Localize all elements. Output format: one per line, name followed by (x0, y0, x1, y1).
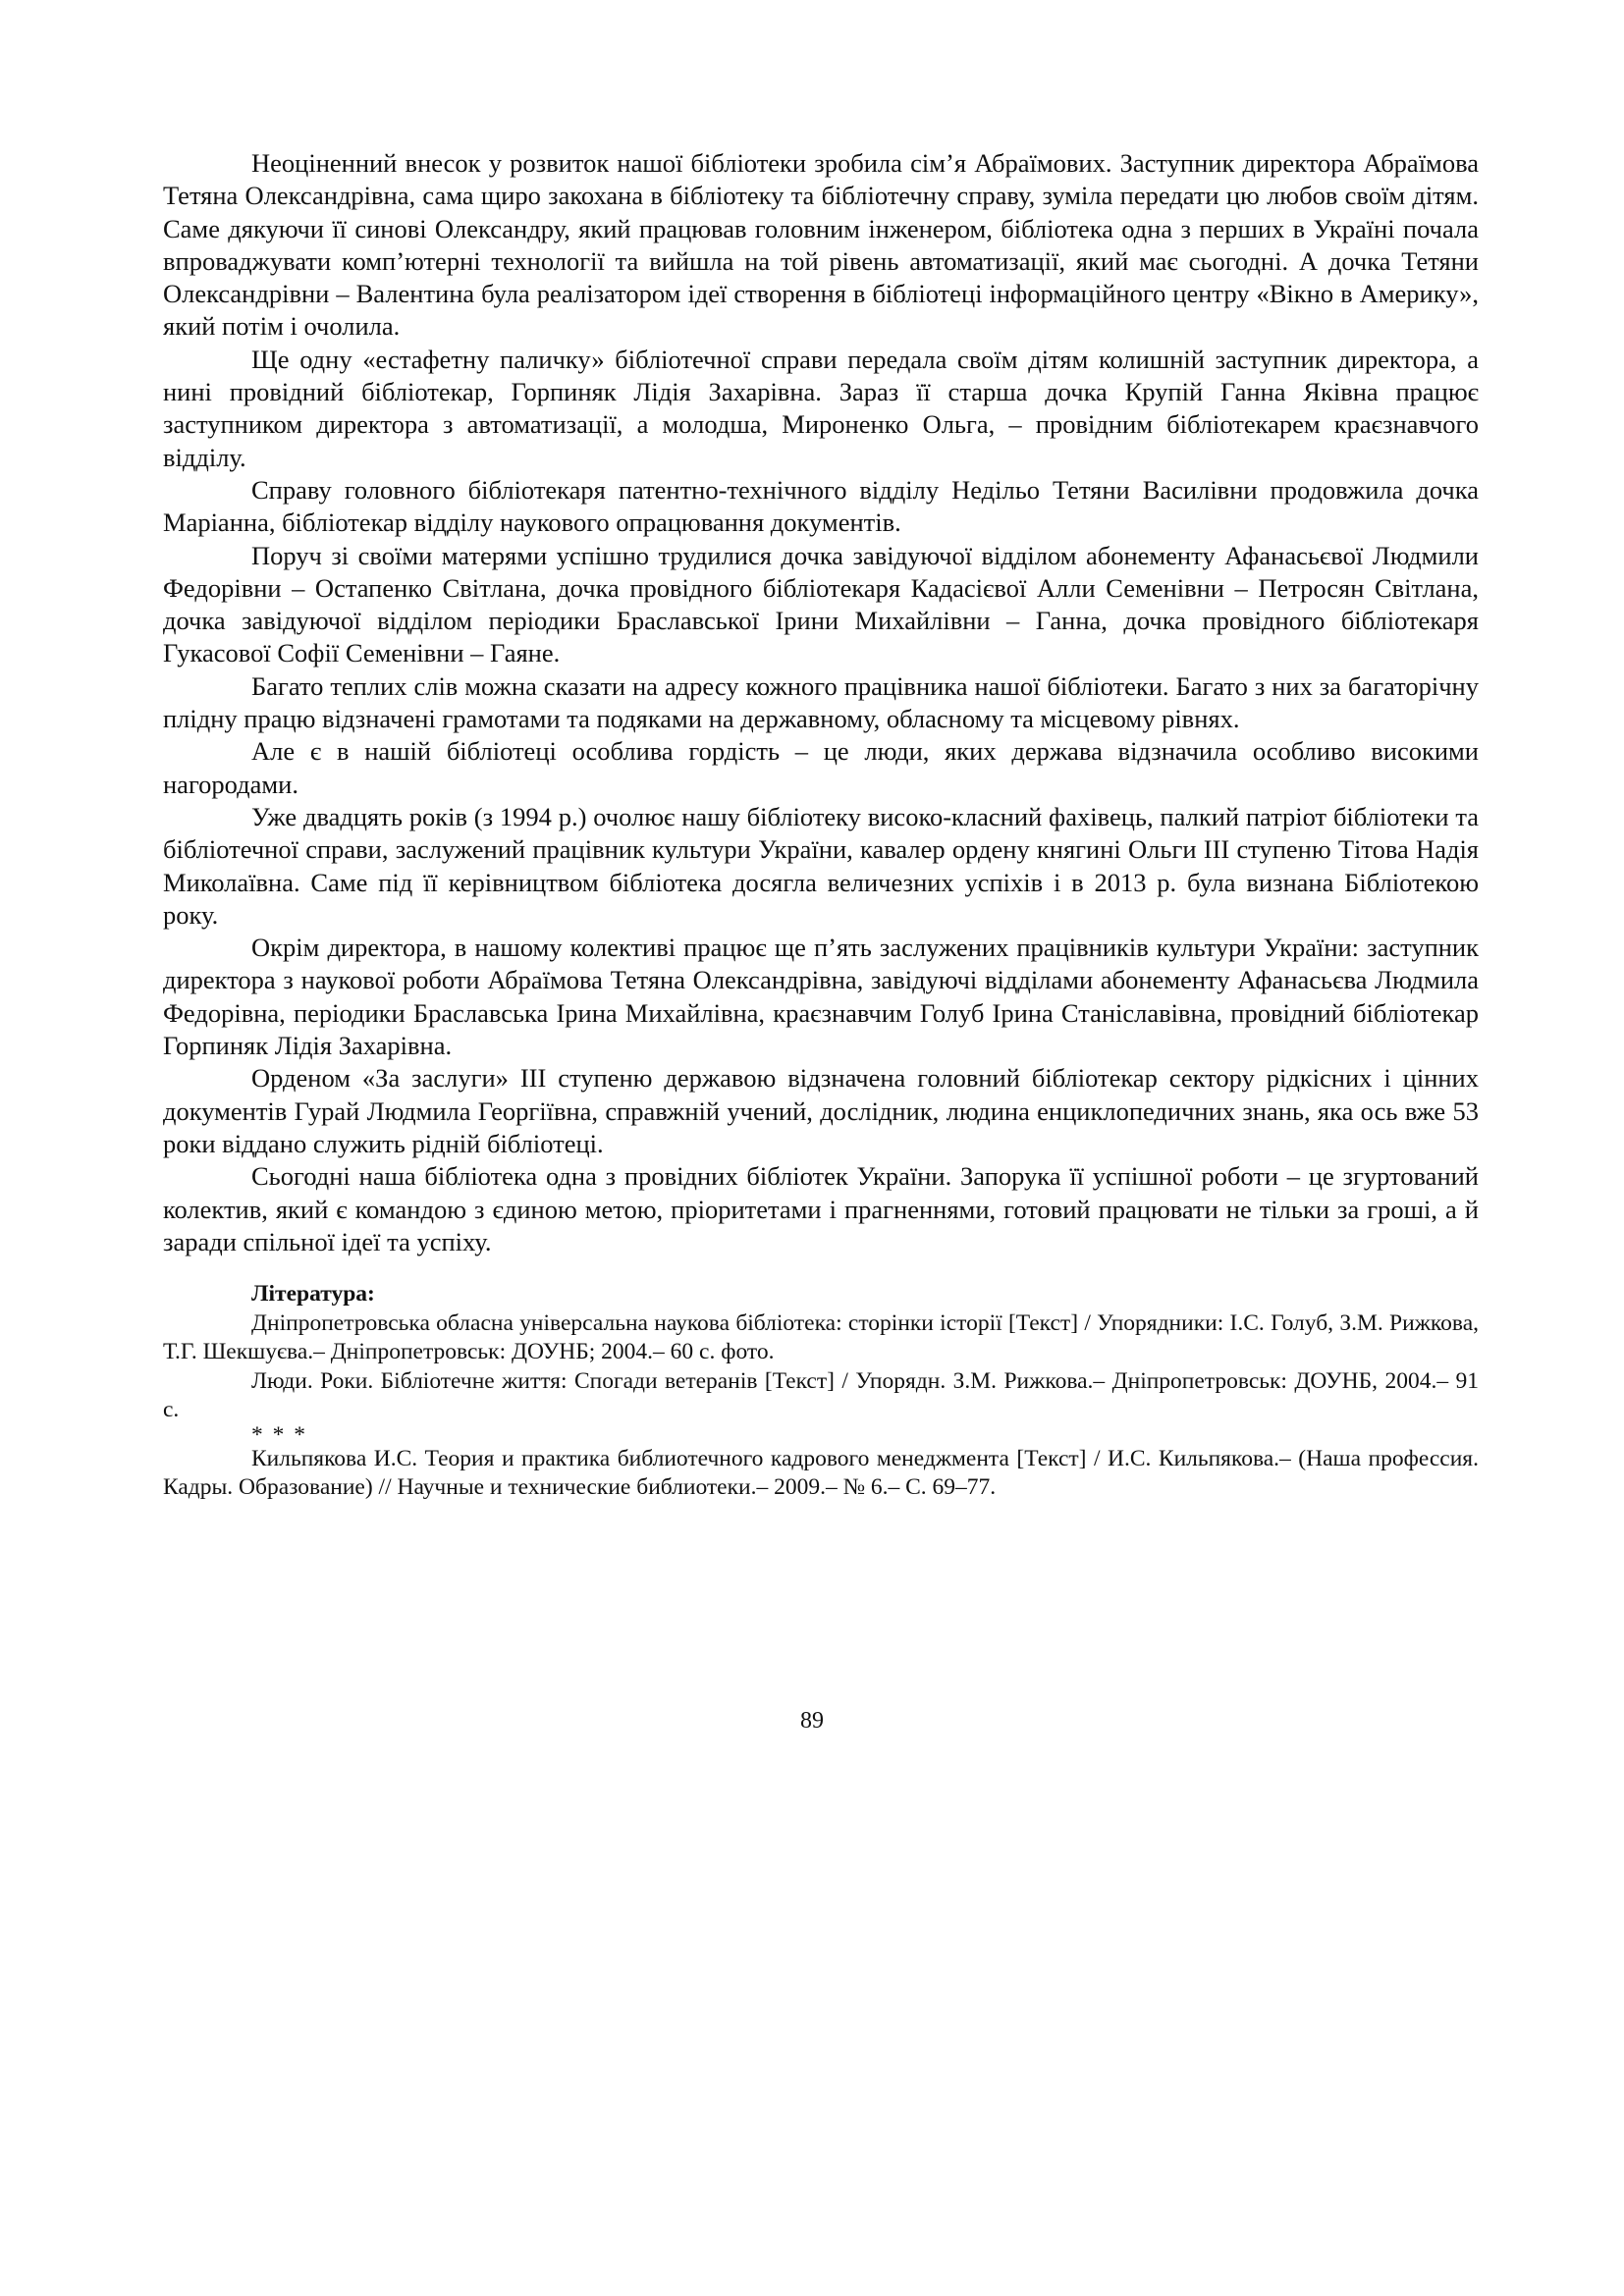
paragraph: Справу головного бібліотекаря патентно-технічного відділу Недільо Тетяни Василівни продовжила дочка Маріанна, бібліотекар відділу наукового опрацювання документів. (163, 474, 1479, 538)
reference-item: Люди. Роки. Бібліотечне життя: Спогади ветеранів [Текст] / Упорядн. З.М. Рижкова.– Дніпропетровськ: ДОУНБ, 2004.– 91 с. (163, 1367, 1479, 1423)
references-heading: Література: (251, 1281, 375, 1308)
paragraph: Неоціненний внесок у розвиток нашої бібліотеки зробила сім’я Абраїмових. Заступник директора Абраїмова Тетяна Олександрівна, сама щиро закохана в бібліотеку та бібліотечну справу, зуміла передати цю любов своїм дітям. Саме дякуючи її синові Олександру, який працював головним інженером, бібліотека одна з перших в Україні почала впроваджувати комп’ютерні технології та вийшла на той рівень автоматизації, який має сьогодні. А дочка Тетяни Олександрівни – Валентина була реалізатором ідеї створення в бібліотеці інформаційного центру «Вікно в Америку», який потім і очолила. (163, 148, 1479, 342)
reference-item: Кильпякова И.С. Теория и практика библиотечного кадрового менеджмента [Текст] / И.С. Кильпякова.– (Наша профессия. Кадры. Образование) // Научные и технические библиотеки.– 2009.– № 6.– С. 69–77. (163, 1445, 1479, 1501)
paragraph: Багато теплих слів можна сказати на адресу кожного працівника нашої бібліотеки. Багато з них за багаторічну плідну працю відзначені грамотами та подяками на державному, обласному та місцевому рівнях. (163, 670, 1479, 734)
paragraph: Поруч зі своїми матерями успішно трудилися дочка завідуючої відділом абонементу Афанасьєвої Людмили Федорівни – Остапенко Світлана, дочка провідного бібліотекаря Кадасієвої Алли Семенівни – Петросян Світлана, дочка завідуючої відділом періодики Браславської Ірини Михайлівни – Ганна, дочка провідного бібліотекаря Гукасової Софії Семенівни – Гаяне. (163, 540, 1479, 668)
page-number: 89 (800, 1708, 824, 1734)
references-section (163, 1280, 1479, 1503)
document-page (163, 147, 1479, 1503)
paragraph: Уже двадцять років (з 1994 р.) очолює нашу бібліотеку високо-класний фахівець, палкий патріот бібліотеки та бібліотечної справи, заслужений працівник культури України, кавалер ордену княгині Ольги III ступеню Тітова Надія Миколаївна. Саме під її керівництвом бібліотека досягла величезних успіхів і в 2013 р. була визнана Бібліотекою року. (163, 801, 1479, 930)
paragraph: Ще одну «естафетну паличку» бібліотечної справи передала своїм дітям колишній заступник директора, а нині провідний бібліотекар, Горпиняк Лідія Захарівна. Зараз її старша дочка Крупій Ганна Яківна працює заступником директора з автоматизації, а молодша, Мироненко Ольга, – провідним бібліотекарем краєзнавчого відділу. (163, 344, 1479, 472)
paragraph: Окрім директора, в нашому колективі працює ще п’ять заслужених працівників культури України: заступник директора з наукової роботи Абраїмова Тетяна Олександрівна, завідуючі відділами абонементу Афанасьєва Людмила Федорівна, періодики Браславська Ірина Михайлівна, краєзнавчим Голуб Ірина Станіславівна, провідний бібліотекар Горпиняк Лідія Захарівна. (163, 933, 1479, 1061)
paragraph: Але є в нашій бібліотеці особлива гордість – це люди, яких держава відзначила особливо високими нагородами. (163, 736, 1479, 799)
paragraph: Сьогодні наша бібліотека одна з провідних бібліотек України. Запорука її успішної роботи – це згуртований колектив, який є командою з єдиною метою, пріоритетами і прагненнями, готовий працювати не тільки за гроші, а й заради спільної ідеї та успіху. (163, 1161, 1479, 1256)
paragraph: Орденом «За заслуги» III ступеню державою відзначена головний бібліотекар сектору рідкісних і цінних документів Гурай Людмила Георгіївна, справжній учений, дослідник, людина енциклопедичних знань, яка ось вже 53 роки віддано служить рідній бібліотеці. (163, 1063, 1479, 1158)
article-body (163, 147, 1479, 1258)
reference-item: Дніпропетровська обласна універсальна наукова бібліотека: сторінки історії [Текст] / Упорядники: І.С. Голуб, З.М. Рижкова, Т.Г. Шекшуєва.– Дніпропетровськ: ДОУНБ; 2004.– 60 с. фото. (163, 1309, 1479, 1365)
references-separator: * * * (251, 1421, 307, 1448)
